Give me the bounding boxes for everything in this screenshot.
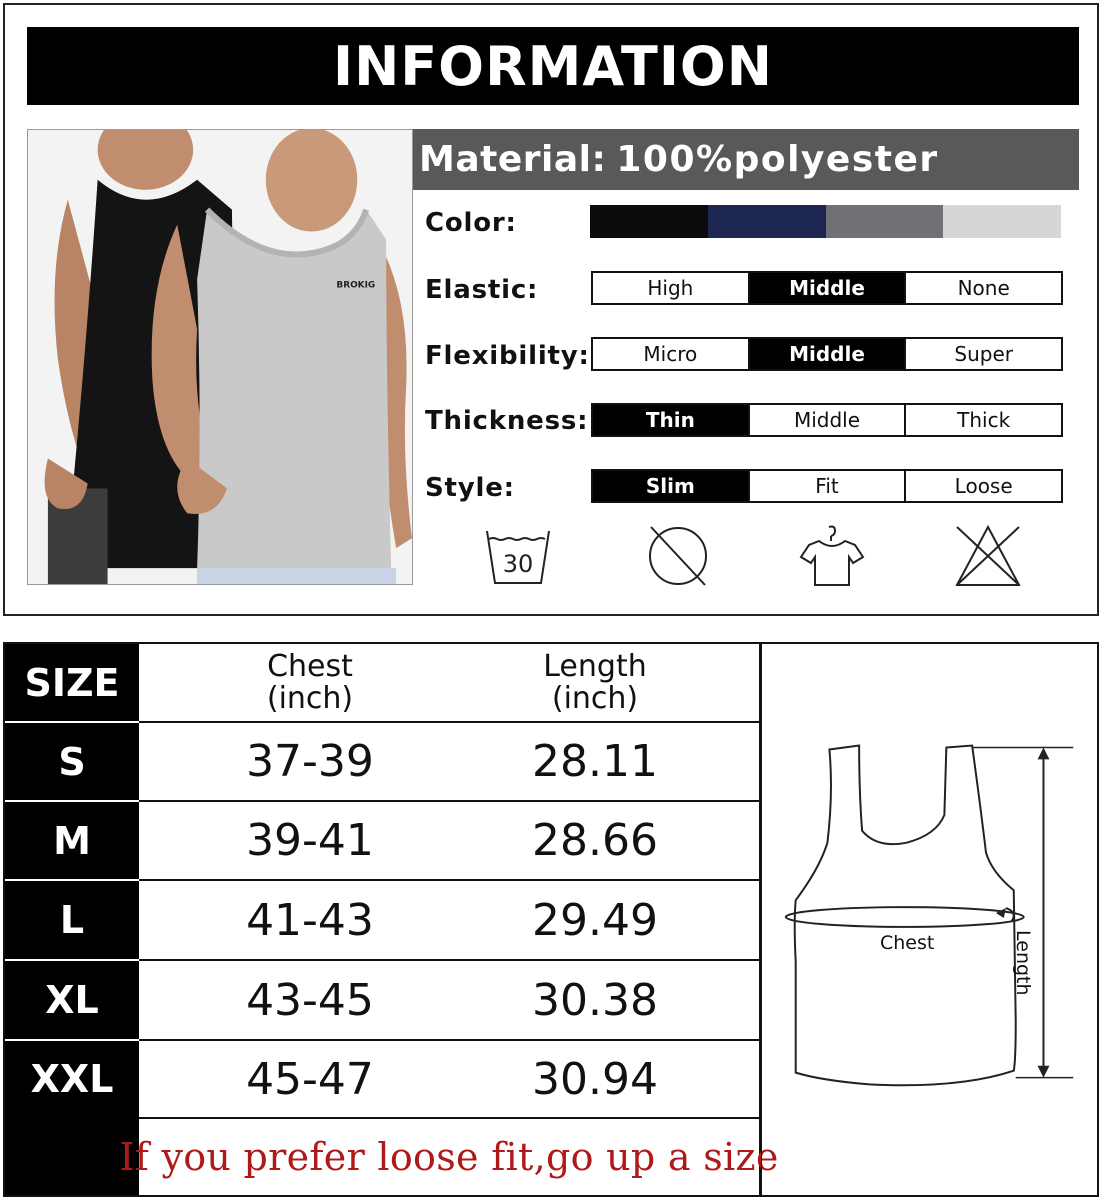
information-title: INFORMATION — [27, 27, 1079, 105]
chest-value: 45-47 — [246, 1053, 374, 1105]
chest-label: Chest — [880, 932, 935, 954]
size-table — [3, 642, 779, 1197]
fit-note: If you prefer loose fit,go up a size — [119, 1135, 779, 1179]
no-bleach-icon — [953, 523, 1023, 589]
style-scale — [591, 469, 1063, 503]
elastic-option-middle: Middle — [748, 273, 905, 303]
thickness-option-thick: Thick — [904, 405, 1061, 435]
length-value: 29.49 — [532, 894, 658, 946]
color-swatch-navy — [708, 205, 826, 238]
elastic-label: Elastic: — [425, 275, 539, 305]
table-row — [5, 1041, 759, 1117]
chest-value: 39-41 — [246, 815, 374, 866]
thickness-scale — [591, 403, 1063, 437]
tank-outline — [795, 746, 1016, 1086]
brand-print: BROKIG — [336, 280, 376, 291]
size-cell: XXL — [30, 1057, 114, 1101]
material-value: 100%polyester — [616, 139, 939, 180]
size-cell: M — [53, 818, 91, 863]
style-label: Style: — [425, 473, 515, 503]
elastic-scale — [591, 271, 1063, 305]
table-row — [5, 723, 759, 800]
wash-30-icon — [483, 523, 553, 589]
chest-header — [165, 644, 455, 722]
color-label: Color: — [425, 208, 517, 238]
color-swatch-light-grey — [943, 205, 1061, 238]
size-cell: S — [58, 739, 86, 784]
table-row — [5, 881, 759, 959]
flexibility-option-super: Super — [904, 339, 1061, 369]
size-header: SIZE — [24, 661, 120, 705]
length-label: Length — [1012, 930, 1034, 996]
elastic-option-high: High — [647, 276, 694, 300]
flexibility-option-micro: Micro — [643, 342, 698, 366]
chest-value: 41-43 — [246, 894, 374, 946]
material-label: Material: — [419, 139, 607, 180]
table-row — [5, 802, 759, 879]
product-photo — [27, 129, 413, 585]
length-value: 28.11 — [532, 736, 658, 787]
length-value: 28.66 — [532, 815, 658, 866]
length-header — [450, 644, 740, 722]
style-option-slim: Slim — [593, 471, 748, 501]
size-cell: XL — [45, 978, 99, 1022]
length-header-unit: (inch) — [551, 681, 639, 716]
table-header-row — [5, 644, 759, 722]
thickness-label: Thickness: — [425, 406, 589, 436]
note-row — [5, 1119, 779, 1195]
information-card — [3, 3, 1099, 616]
color-swatch-dark-grey — [826, 205, 944, 238]
thickness-option-thin: Thin — [593, 405, 748, 435]
style-option-loose: Loose — [904, 471, 1061, 501]
chest-header-unit: (inch) — [266, 681, 354, 716]
measurement-diagram — [761, 642, 1099, 1197]
hang-dry-icon — [797, 523, 867, 589]
color-swatches — [590, 205, 1061, 238]
style-option-fit: Fit — [748, 471, 905, 501]
chest-header-label: Chest — [267, 649, 353, 684]
length-value: 30.38 — [532, 974, 658, 1026]
no-tumble-dry-icon — [643, 523, 713, 589]
flexibility-scale — [591, 337, 1063, 371]
chest-value: 43-45 — [246, 974, 374, 1026]
color-swatch-black — [590, 205, 708, 238]
elastic-option-none: None — [904, 273, 1061, 303]
flexibility-label: Flexibility: — [425, 341, 590, 371]
length-value: 30.94 — [532, 1053, 658, 1105]
material-bar — [413, 129, 1079, 190]
svg-text:30: 30 — [502, 550, 534, 578]
size-cell: L — [59, 898, 85, 942]
flexibility-option-middle: Middle — [748, 339, 905, 369]
length-header-label: Length — [543, 649, 647, 684]
thickness-option-middle: Middle — [748, 405, 905, 435]
table-row — [5, 961, 759, 1039]
chest-value: 37-39 — [246, 736, 374, 787]
